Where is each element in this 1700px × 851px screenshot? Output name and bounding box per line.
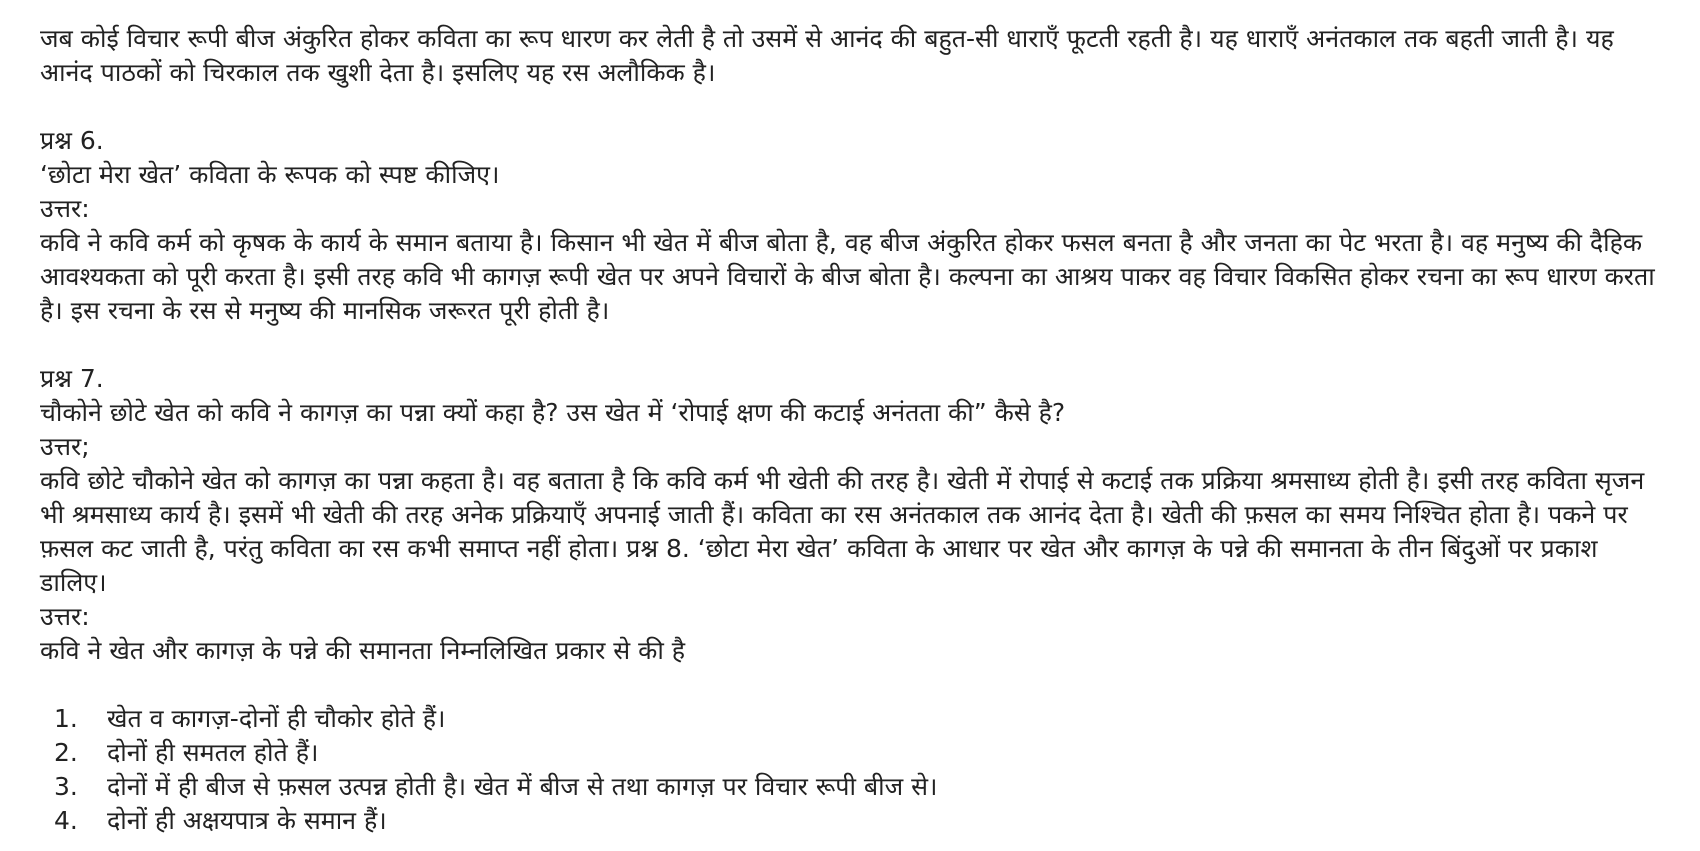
question-6-number: प्रश्न 6. xyxy=(40,126,104,155)
list-item xyxy=(40,736,1660,770)
list-item-number: 1. xyxy=(54,704,78,733)
list-item xyxy=(40,770,1660,804)
list-item xyxy=(40,702,1660,736)
question-7-section xyxy=(40,362,1660,668)
list-item-text: खेत व कागज़-दोनों ही चौकोर होते हैं। xyxy=(107,704,446,733)
list-item-text: दोनों ही समतल होते हैं। xyxy=(107,738,319,767)
question-7-number: प्रश्न 7. xyxy=(40,364,104,393)
question-7-answer: कवि छोटे चौकोने खेत को कागज़ का पन्ना कहता है। वह बताता है कि कवि कर्म भी खेती की तरह है। खेती में रोपाई से कटाई तक प्रक्रिया श्रमसाध्य होती है। इसी तरह कविता सृजन भी श्रमसाध्य कार्य है। इसमें भी खेती की तरह अनेक प्रक्रियाएँ अपनाई जाती हैं। कविता का रस अनंतकाल तक आनंद देता है। खेती की फ़सल का समय निश्चित होता है। पकने पर फ़सल कट जाती है, परंतु कविता का रस कभी समाप्त नहीं होता। प्रश्न 8. ‘छोटा मेरा खेत’ कविता के आधार पर खेत और कागज़ के पन्ने की समानता के तीन बिंदुओं पर प्रकाश डालिए। xyxy=(40,466,1645,597)
list-item-number: 4. xyxy=(54,806,78,835)
question-6-section xyxy=(40,124,1660,328)
question-6-text: ‘छोटा मेरा खेत’ कविता के रूपक को स्पष्ट कीजिए। xyxy=(40,160,500,189)
list-item-number: 3. xyxy=(54,772,78,801)
question-6-answer-label: उत्तर: xyxy=(40,194,90,223)
intro-paragraph: जब कोई विचार रूपी बीज अंकुरित होकर कविता का रूप धारण कर लेती है तो उसमें से आनंद की बहुत-सी धाराएँ फूटती रहती है। यह धाराएँ अनंतकाल तक बहती जाती है। यह आनंद पाठकों को चिरकाल तक खुशी देता है। इसलिए यह रस अलौकिक है। xyxy=(40,24,1614,87)
list-item xyxy=(40,804,1660,838)
question-7-text: चौकोने छोटे खेत को कवि ने कागज़ का पन्ना क्यों कहा है? उस खेत में ‘रोपाई क्षण की कटाई अनंतता की” कैसे है? xyxy=(40,398,1066,427)
list-item-text: दोनों ही अक्षयपात्र के समान हैं। xyxy=(107,806,387,835)
question-8-answer-label: उत्तर: xyxy=(40,602,90,631)
list-item-number: 2. xyxy=(54,738,78,767)
question-7-answer-label: उत्तर; xyxy=(40,432,90,461)
question-8-answer-intro: कवि ने खेत और कागज़ के पन्ने की समानता निम्नलिखित प्रकार से की है xyxy=(40,636,686,665)
list-item-text: दोनों में ही बीज से फ़सल उत्पन्न होती है। खेत में बीज से तथा कागज़ पर विचार रूपी बीज से। xyxy=(107,772,938,801)
similarity-points-list xyxy=(40,702,1660,838)
question-6-answer: कवि ने कवि कर्म को कृषक के कार्य के समान बताया है। किसान भी खेत में बीज बोता है, वह बीज अंकुरित होकर फसल बनता है और जनता का पेट भरता है। वह मनुष्य की दैहिक आवश्यकता को पूरी करता है। इसी तरह कवि भी कागज़ रूपी खेत पर अपने विचारों के बीज बोता है। कल्पना का आश्रय पाकर वह विचार विकसित होकर रचना का रूप धारण करता है। इस रचना के रस से मनुष्य की मानसिक जरूरत पूरी होती है। xyxy=(40,228,1655,325)
